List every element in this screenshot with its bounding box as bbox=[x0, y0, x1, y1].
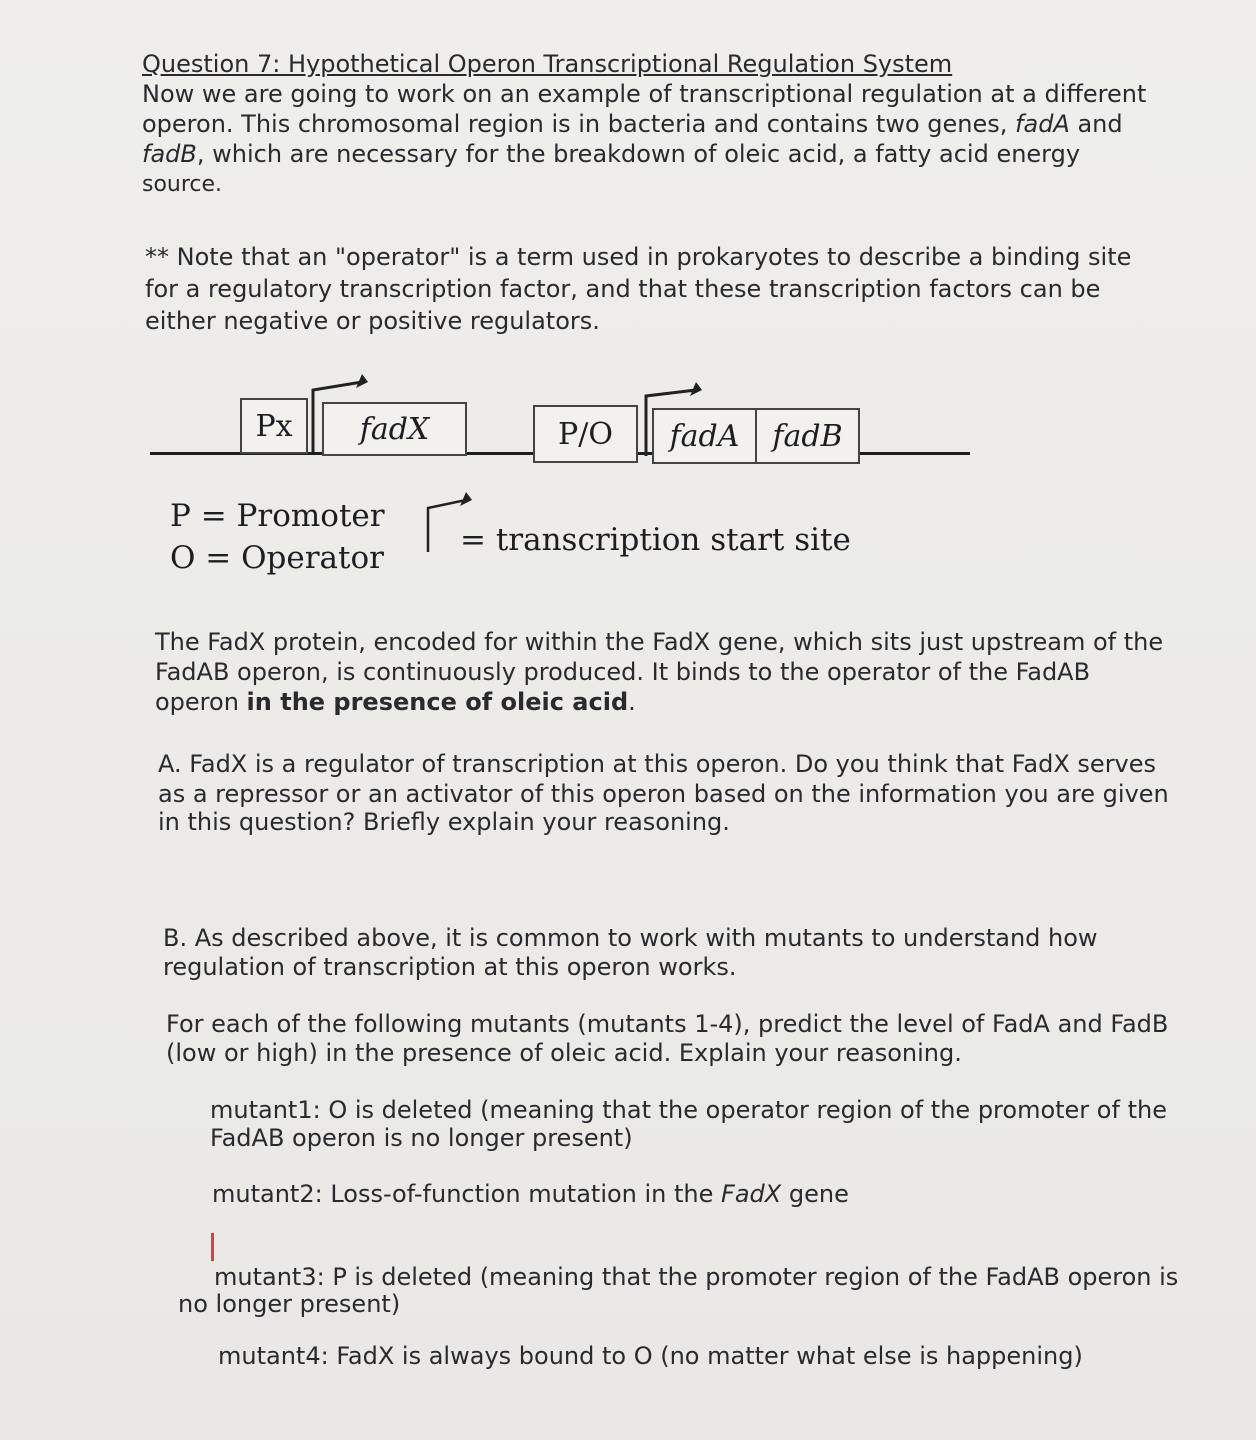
fadb-gene-box: fadB bbox=[755, 408, 860, 464]
po-promoter-operator-box: P/O bbox=[533, 405, 638, 463]
part-a-line-3: in this question? Briefly explain your reasoning. bbox=[158, 808, 730, 836]
fadx-line-1: The FadX protein, encoded for within the FadX gene, which sits just upstream of the bbox=[155, 628, 1164, 656]
intro-line-2 bbox=[142, 110, 1123, 139]
fadx-gene-box: fadX bbox=[322, 402, 467, 456]
mutant3-line-2: no longer present) bbox=[178, 1290, 401, 1318]
fada-gene-box: fadA bbox=[652, 408, 757, 464]
part-a-line-2: as a repressor or an activator of this operon based on the information you are given bbox=[158, 780, 1169, 808]
part-b-line-1: B. As described above, it is common to work with mutants to understand how bbox=[163, 924, 1098, 952]
part-a-line-1: A. FadX is a regulator of transcription at this operon. Do you think that FadX serves bbox=[158, 750, 1157, 778]
instructions-line-1: For each of the following mutants (mutants 1-4), predict the level of FadA and FadB bbox=[166, 1010, 1169, 1038]
tss-arrow-icon-fadx bbox=[313, 374, 368, 452]
mutant2-end: gene bbox=[781, 1180, 849, 1208]
intro-line-2-text: operon. This chromosomal region is in bacteria and contains two genes, bbox=[142, 110, 1016, 138]
instructions-line-2: (low or high) in the presence of oleic acid. Explain your reasoning. bbox=[166, 1039, 962, 1067]
intro-line-3 bbox=[142, 140, 1080, 169]
mutant2-line bbox=[212, 1180, 849, 1209]
question-title: Question 7: Hypothetical Operon Transcriptional Regulation System bbox=[142, 50, 953, 78]
intro-line-4: source. bbox=[142, 172, 223, 197]
mutant4-line: mutant4: FadX is always bound to O (no matter what else is happening) bbox=[218, 1342, 1083, 1370]
note-line-2: for a regulatory transcription factor, and that these transcription factors can be bbox=[145, 275, 1101, 303]
legend-promoter: P = Promoter bbox=[170, 498, 385, 534]
mutant1-line-2: FadAB operon is no longer present) bbox=[210, 1124, 633, 1152]
mutant2-text: mutant2: Loss-of-function mutation in the bbox=[212, 1180, 722, 1208]
intro-line-2-end: and bbox=[1069, 110, 1123, 138]
fadx-line-2: FadAB operon, is continuously produced. It binds to the operator of the FadAB bbox=[155, 658, 1091, 686]
part-b-line-2: regulation of transcription at this operon works. bbox=[163, 953, 737, 981]
fadx-line-3-end: . bbox=[628, 688, 636, 716]
intro-line-1: Now we are going to work on an example of transcriptional regulation at a different bbox=[142, 80, 1147, 108]
px-promoter-box: Px bbox=[240, 398, 308, 454]
note-line-1: ** Note that an "operator" is a term used in prokaryotes to describe a binding site bbox=[145, 243, 1132, 271]
mutant3-line-1: mutant3: P is deleted (meaning that the promoter region of the FadAB operon is bbox=[214, 1263, 1179, 1291]
intro-line-3-text: , which are necessary for the breakdown of oleic acid, a fatty acid energy bbox=[196, 140, 1081, 168]
oleic-acid-emphasis: in the presence of oleic acid bbox=[246, 688, 629, 716]
tss-arrow-icon-fadab bbox=[646, 382, 702, 456]
fadx-line-3-text: operon bbox=[155, 688, 247, 716]
gene-fadb-ref: fadB bbox=[142, 140, 197, 168]
legend-operator: O = Operator bbox=[170, 540, 384, 576]
mutant2-gene: FadX bbox=[721, 1180, 782, 1208]
mutant1-line-1: mutant1: O is deleted (meaning that the operator region of the promoter of the bbox=[210, 1096, 1167, 1124]
note-line-3: either negative or positive regulators. bbox=[145, 307, 600, 335]
operon-diagram bbox=[140, 360, 980, 490]
fadx-line-3 bbox=[155, 688, 636, 717]
gene-fada-ref: fadA bbox=[1015, 110, 1070, 138]
text-cursor bbox=[211, 1233, 214, 1261]
legend-tss-label: = transcription start site bbox=[460, 522, 851, 558]
tss-arrows bbox=[140, 360, 980, 490]
